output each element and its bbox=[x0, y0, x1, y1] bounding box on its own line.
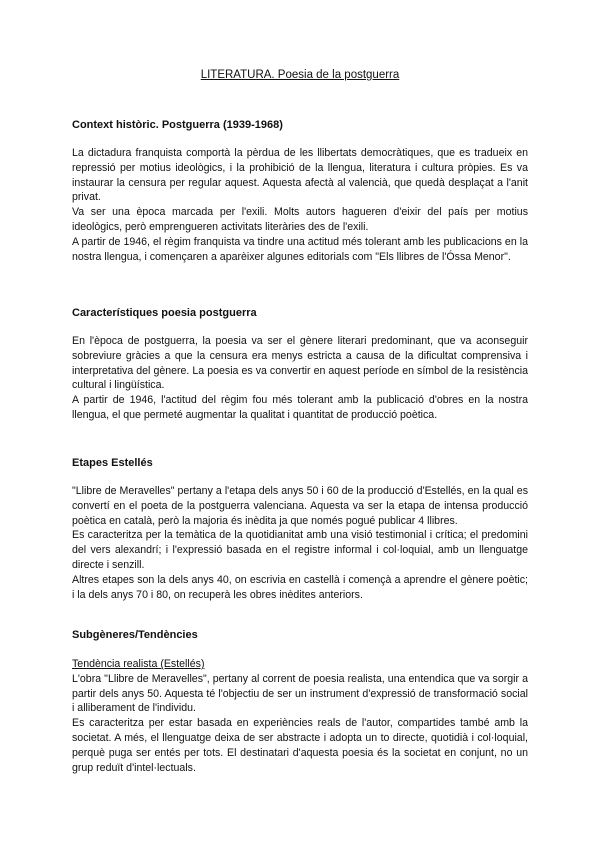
paragraph: "Llibre de Meravelles" pertany a l'etapa dels anys 50 i 60 de la producció d'Estellés, en la qual es convertí en el poeta de la postguerra valenciana. Aquesta va ser la etapa de intensa producció poètica en català, però la majoria és inèdita ja que només pogué publicar 4 llibres. bbox=[72, 485, 528, 527]
section-heading-stages: Etapes Estellés bbox=[72, 457, 153, 469]
section-body-subgenres bbox=[72, 657, 528, 775]
subheading-realist-tendency: Tendència realista (Estellés) bbox=[72, 658, 205, 670]
paragraph: A partir de 1946, el règim franquista va tindre una actitud més tolerant amb les publicacions en la nostra llengua, i començaren a aparèixer algunes editorials com "Els llibres de l'Óssa Menor". bbox=[72, 235, 528, 263]
section-body-characteristics bbox=[72, 334, 528, 423]
section-heading-context: Context històric. Postguerra (1939-1968) bbox=[72, 119, 283, 131]
paragraph: La dictadura franquista comportà la pèrdua de les llibertats democràtiques, que es tradueix en repressió per motius ideològics, i la prohibició de la llengua, literatura i cultura pròpies. Es va instaurar la censura per regular aquest. Aquesta afectà al valencià, que quedà desplaçat a l'anit privat. bbox=[72, 147, 528, 204]
paragraph: En l'època de postguerra, la poesia va ser el gènere literari predominant, que va aconseguir sobreviure gràcies a que la censura era menys estricta a causa de la dificultat comprensiva i interpretativa del gènere. La poesia es va convertir en aquest període en símbol de la resistència cultural i lingüística. bbox=[72, 335, 528, 392]
page-title: LITERATURA. Poesia de la postguerra bbox=[200, 69, 400, 81]
paragraph: Es caracteritza per estar basada en experiències reals de l'autor, compartides també amb la societat. A més, el llenguatge deixa de ser abstracte i adopta un to directe, quotidià i col·loquial, perquè puga ser entés per tots. El destinatari d'aquesta poesia és la societat en conjunt, no un grup reduït d'intel·lectuals. bbox=[72, 717, 528, 774]
paragraph: Altres etapes son la dels anys 40, on escrivia en castellà i començà a aprendre el gènere poètic; i la dels anys 70 i 80, on recuperà les obres inèdites anteriors. bbox=[72, 573, 528, 601]
paragraph: Va ser una època marcada per l'exili. Molts autors hagueren d'eixir del país per motius ideològics, però emprengueren activitats literàries des de l'exili. bbox=[72, 206, 528, 233]
paragraph: Es caracteritza per la temàtica de la quotidianitat amb una visió testimonial i crítica; el predomini del vers alexandrí; i l'expressió basada en el registre informal i col·loquial, amb un llenguatge directe i senzill. bbox=[72, 529, 528, 571]
section-heading-characteristics: Característiques poesia postguerra bbox=[72, 307, 257, 319]
paragraph: A partir de 1946, l'actitud del règim fou més tolerant amb la publicació d'obres en la nostra llengua, el que permeté augmentar la qualitat i quantitat de producció poètica. bbox=[72, 394, 528, 421]
paragraph: L'obra "Llibre de Meravelles", pertany al corrent de poesia realista, una entendica que va sorgir a partir dels anys 50. Aquesta té l'objectiu de ser un instrument d'expressió de transformació social i alliberament de l'individu. bbox=[72, 672, 528, 715]
section-body-context bbox=[72, 146, 528, 264]
section-heading-subgenres: Subgèneres/Tendències bbox=[72, 629, 198, 641]
section-body-stages bbox=[72, 484, 528, 602]
